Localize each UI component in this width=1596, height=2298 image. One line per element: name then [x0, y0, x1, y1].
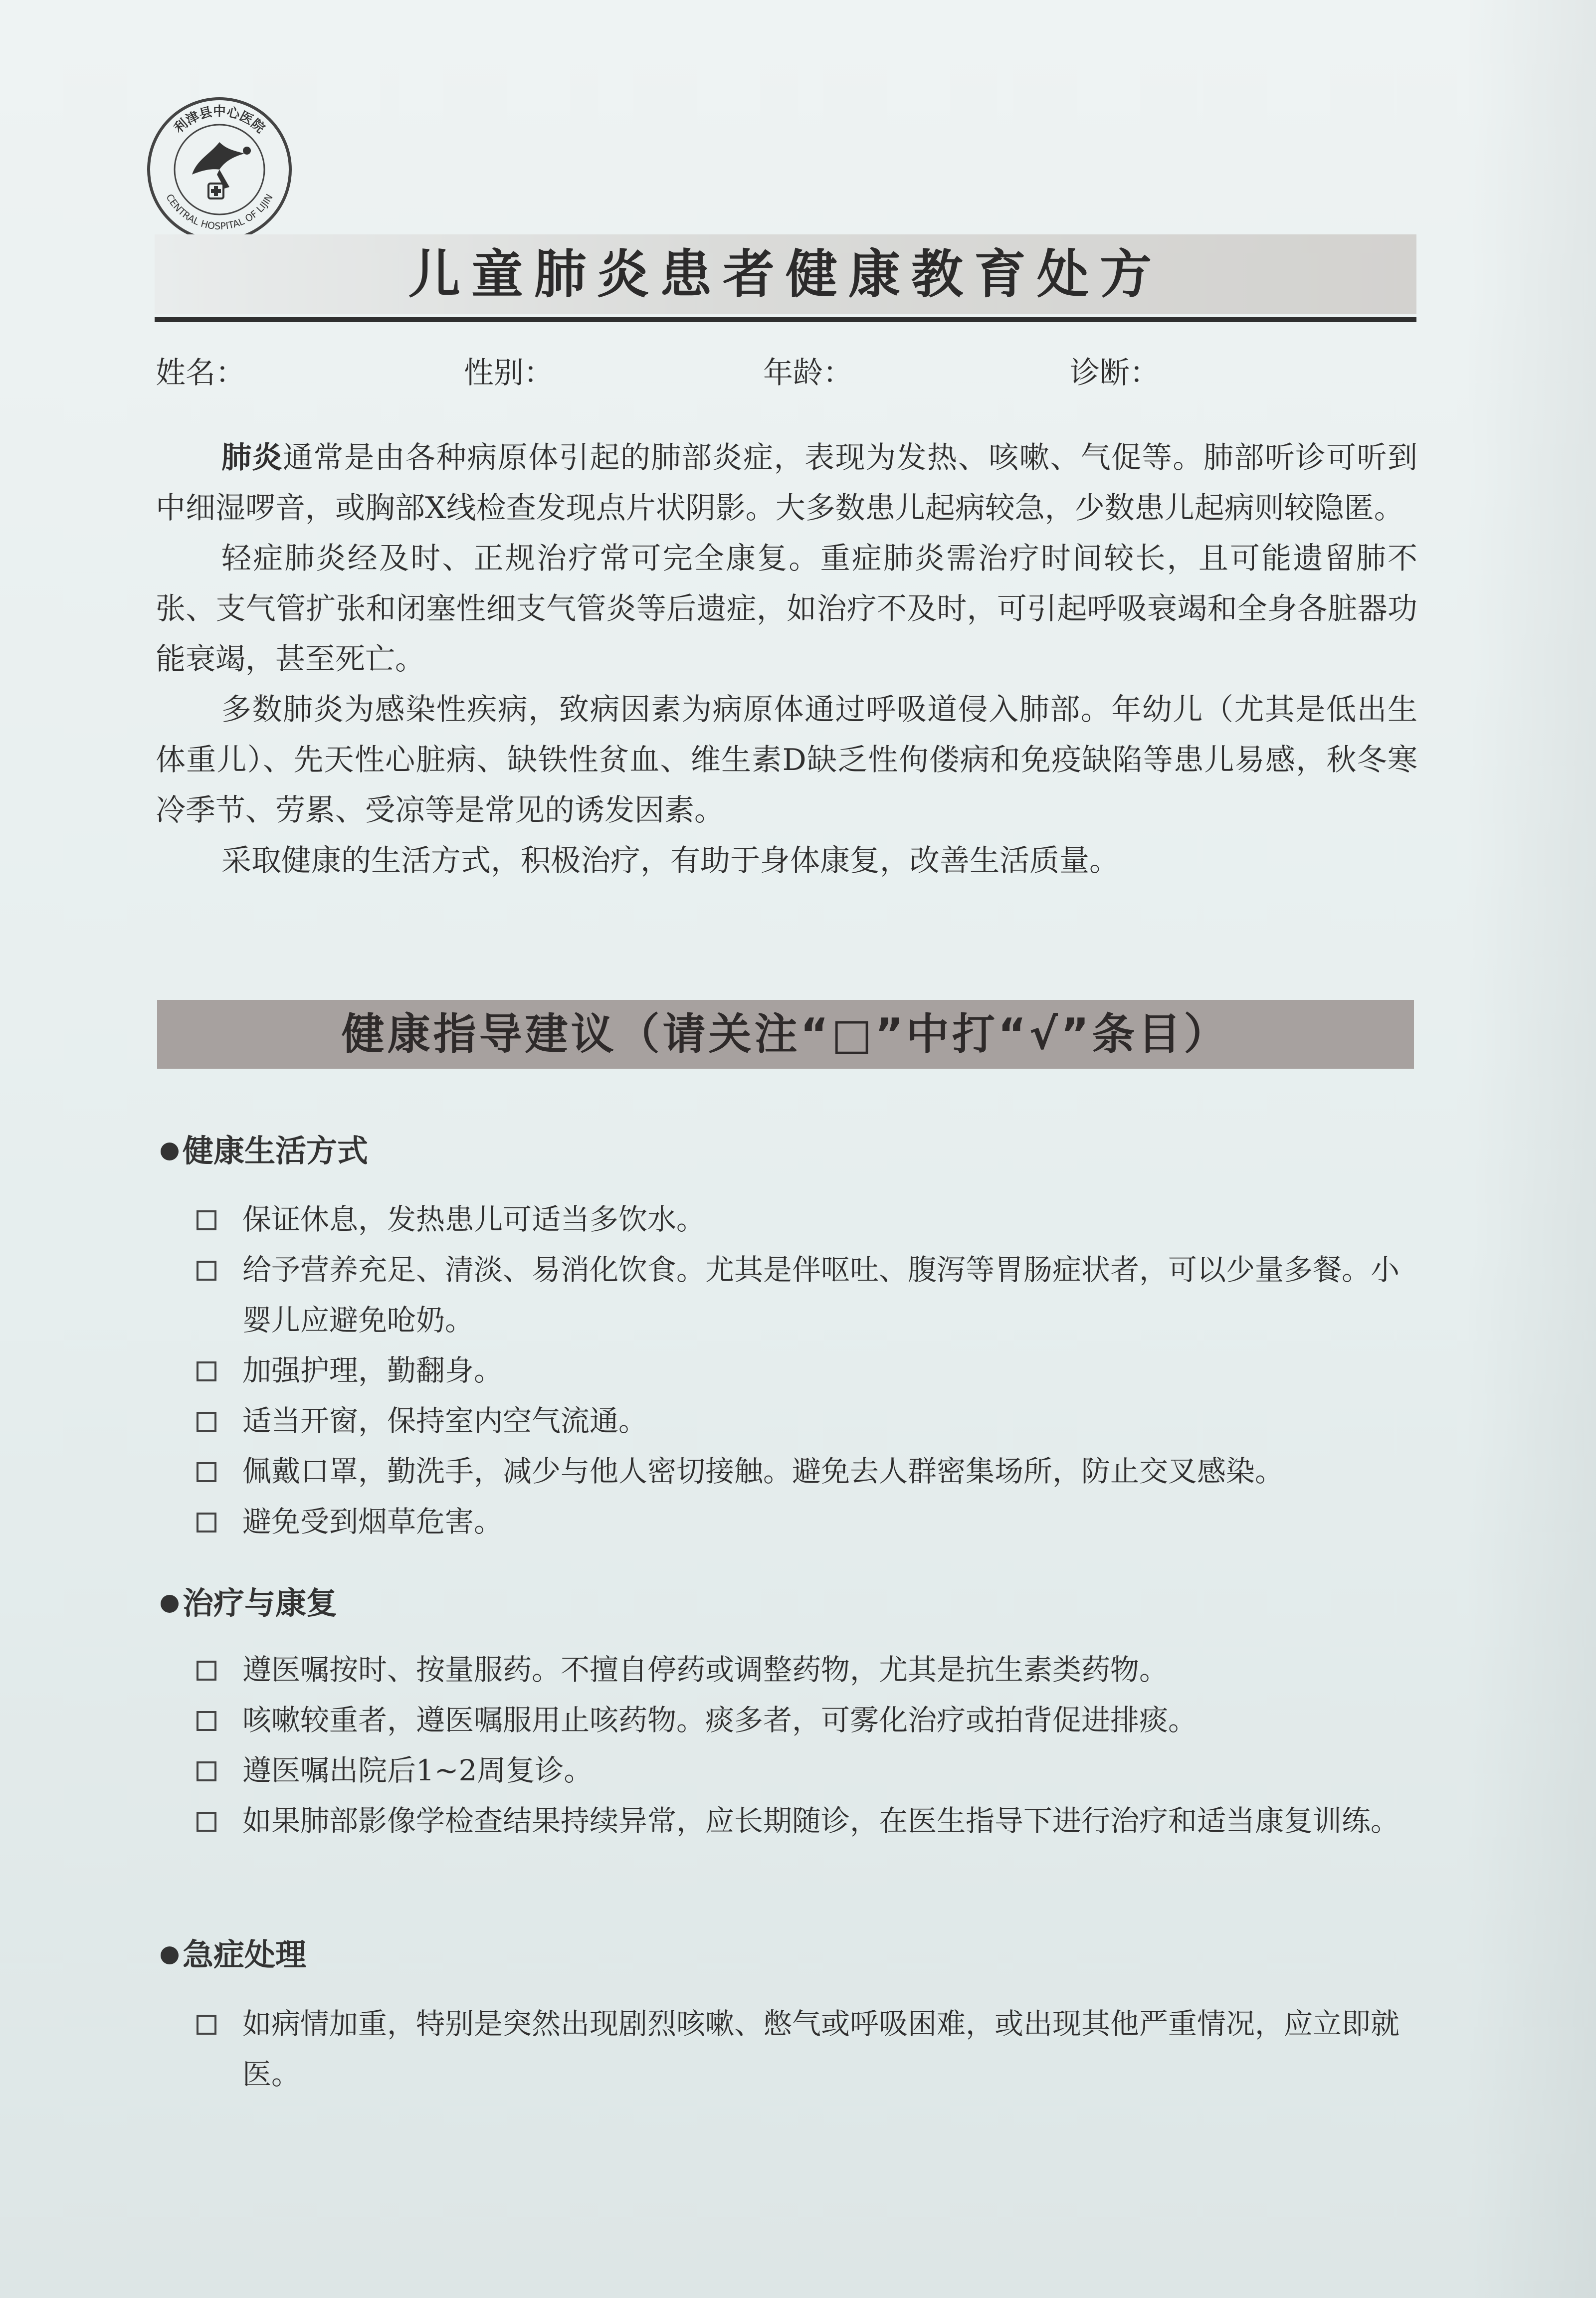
document-title: 儿童肺炎患者健康教育处方: [408, 244, 1163, 305]
bullet-icon: [161, 1595, 179, 1613]
section-heading-text: 健康生活方式: [183, 1133, 369, 1169]
intro-keyword: 肺炎: [221, 440, 283, 475]
checkbox[interactable]: [197, 1761, 216, 1781]
checklist-item: [195, 1345, 1421, 1396]
checkbox[interactable]: [197, 1462, 216, 1482]
treatment-checklist: [195, 1645, 1421, 1846]
section-heading-lifestyle: [161, 1126, 368, 1170]
checkbox[interactable]: [197, 1812, 216, 1832]
page-shadow: [1466, 0, 1596, 2298]
bullet-icon: [161, 1143, 179, 1160]
checklist-item-text: 保证休息，发热患儿可适当多饮水。: [242, 1202, 706, 1236]
section-heading-text: 治疗与康复: [183, 1585, 338, 1621]
checklist-item-text: 如果肺部影像学检查结果持续异常，应长期随诊，在医生指导下进行治疗和适当康复训练。: [242, 1804, 1400, 1838]
checklist-item-text: 给予营养充足、清淡、易消化饮食。尤其是伴呕吐、腹泻等胃肠症状者，可以少量多餐。小婴儿应避免呛奶。: [242, 1253, 1400, 1337]
intro-paragraph-2: 轻症肺炎经及时、正规治疗常可完全康复。重症肺炎需治疗时间较长，且可能遗留肺不张、支气管扩张和闭塞性细支气管炎等后遗症，如治疗不及时，可引起呼吸衰竭和全身各脏器功能衰竭，甚至死亡。: [156, 541, 1417, 677]
logo-ring-text-bottom: CENTRAL HOSPITAL OF LIJIN: [164, 192, 275, 232]
field-gender-label: 性别：: [464, 356, 554, 390]
checklist-item-text: 避免受到烟草危害。: [242, 1505, 503, 1538]
checklist-item: [195, 1796, 1421, 1846]
checklist-item-text: 佩戴口罩，勤洗手，减少与他人密切接触。避免去人群密集场所，防止交叉感染。: [242, 1454, 1284, 1488]
checklist-item: [195, 1396, 1421, 1446]
checklist-item: [195, 1999, 1421, 2100]
svg-text:利津县中心医院: [172, 104, 268, 136]
guidance-title: 健康指导建议（请关注“□”中打“√”条目）: [341, 1009, 1230, 1059]
checklist-item: [195, 1645, 1421, 1695]
checklist-item: [195, 1446, 1421, 1497]
emergency-checklist: [195, 1999, 1421, 2100]
checklist-item: [195, 1194, 1421, 1245]
intro-paragraph: [156, 433, 1417, 534]
field-age-label: 年龄：: [763, 356, 853, 390]
logo-ring-text-top: 利津县中心医院: [171, 104, 268, 136]
hospital-logo: [145, 95, 294, 244]
checkbox[interactable]: [197, 1661, 216, 1681]
field-name-label: 姓名：: [156, 356, 245, 390]
checkbox[interactable]: [197, 1261, 216, 1281]
section-heading-treatment: [161, 1578, 337, 1623]
checklist-item: [195, 1745, 1421, 1796]
intro-paragraph-4: 采取健康的生活方式，积极治疗，有助于身体康复，改善生活质量。: [221, 843, 1119, 878]
section-heading-emergency: [161, 1930, 306, 1974]
checklist-item-text: 适当开窗，保持室内空气流通。: [242, 1404, 648, 1438]
checklist-item: [195, 1695, 1421, 1745]
crane-emblem-icon: [192, 142, 251, 198]
checklist-item-text: 遵医嘱出院后1~2周复诊。: [242, 1753, 593, 1787]
checklist-item: [195, 1497, 1421, 1547]
checkbox[interactable]: [197, 1361, 216, 1381]
lifestyle-checklist: [195, 1194, 1421, 1547]
intro-paragraph-3: 多数肺炎为感染性疾病，致病因素为病原体通过呼吸道侵入肺部。年幼儿（尤其是低出生体重儿）、先天性心脏病、缺铁性贫血、维生素D缺乏性佝偻病和免疫缺陷等患儿易感，秋冬寒冷季节、劳累、受凉等是常见的诱发因素。: [156, 692, 1417, 828]
checkbox[interactable]: [197, 1513, 216, 1532]
checklist-item-text: 咳嗽较重者，遵医嘱服用止咳药物。痰多者，可雾化治疗或拍背促进排痰。: [242, 1703, 1197, 1737]
checklist-item-text: 如病情加重，特别是突然出现剧烈咳嗽、憋气或呼吸困难，或出现其他严重情况，应立即就医。: [242, 2007, 1400, 2091]
checkbox[interactable]: [197, 1412, 216, 1432]
bullet-icon: [161, 1946, 179, 1964]
checklist-item: [195, 1245, 1421, 1345]
title-divider: [155, 317, 1416, 322]
intro-text: [156, 433, 1417, 886]
checklist-item-text: 加强护理，勤翻身。: [242, 1353, 503, 1387]
checkbox[interactable]: [197, 1210, 216, 1230]
checkbox[interactable]: [197, 1711, 216, 1731]
checkbox[interactable]: [197, 2015, 216, 2035]
intro-paragraph-1: 通常是由各种病原体引起的肺部炎症，表现为发热、咳嗽、气促等。肺部听诊可听到中细湿啰音，或胸部X线检查发现点片状阴影。大多数患儿起病较急，少数患儿起病则较隐匿。: [156, 440, 1418, 526]
field-diagnosis-label: 诊断：: [1070, 356, 1160, 390]
checklist-item-text: 遵医嘱按时、按量服药。不擅自停药或调整药物，尤其是抗生素类药物。: [242, 1653, 1169, 1687]
section-heading-text: 急症处理: [183, 1936, 307, 1973]
